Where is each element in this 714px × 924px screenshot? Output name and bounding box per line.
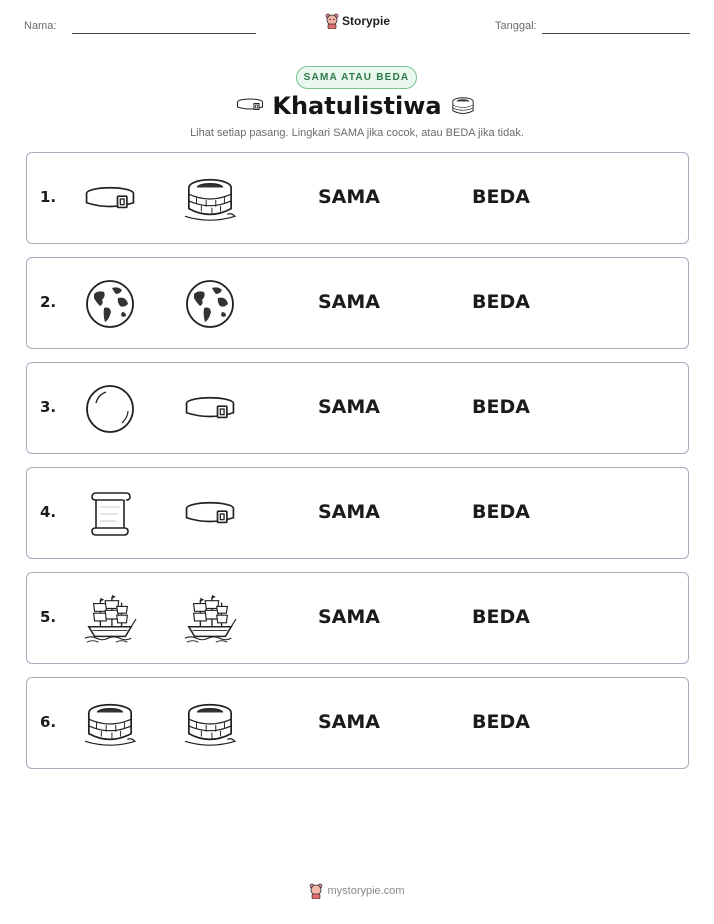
- globe-icon: [182, 278, 238, 330]
- question-row: [26, 572, 689, 664]
- belt-icon: [182, 383, 238, 435]
- date-field[interactable]: [542, 33, 690, 34]
- date-label: Tanggal:: [495, 20, 537, 32]
- well-icon: [182, 698, 238, 750]
- row-number: 5.: [40, 608, 57, 626]
- different-option[interactable]: BEDA: [472, 186, 530, 208]
- name-field[interactable]: [72, 33, 256, 34]
- well-icon: [82, 698, 138, 750]
- same-option[interactable]: SAMA: [318, 186, 381, 208]
- row-number: 6.: [40, 713, 57, 731]
- page-title: Khatulistiwa: [272, 92, 442, 120]
- row-number: 2.: [40, 293, 57, 311]
- activity-badge: SAMA ATAU BEDA: [296, 66, 417, 89]
- different-option[interactable]: BEDA: [472, 396, 530, 418]
- bear-icon: [325, 13, 339, 29]
- different-option[interactable]: BEDA: [472, 501, 530, 523]
- question-row: [26, 467, 689, 559]
- footer: [0, 883, 714, 899]
- ship-icon: [182, 593, 238, 645]
- different-option[interactable]: BEDA: [472, 711, 530, 733]
- different-option[interactable]: BEDA: [472, 291, 530, 313]
- same-option[interactable]: SAMA: [318, 606, 381, 628]
- well-icon: [182, 173, 238, 225]
- well-icon: [449, 95, 477, 119]
- instructions: Lihat setiap pasang. Lingkari SAMA jika cocok, atau BEDA jika tidak.: [190, 127, 524, 139]
- pearl-icon: [82, 383, 138, 435]
- same-option[interactable]: SAMA: [318, 711, 381, 733]
- name-label: Nama:: [24, 20, 57, 32]
- bear-icon: [309, 883, 323, 899]
- question-row: [26, 152, 689, 244]
- brand-name: Storypie: [342, 14, 391, 28]
- same-option[interactable]: SAMA: [318, 501, 381, 523]
- scroll-icon: [82, 488, 138, 540]
- footer-url[interactable]: mystorypie.com: [327, 885, 405, 897]
- ship-icon: [82, 593, 138, 645]
- same-option[interactable]: SAMA: [318, 291, 381, 313]
- globe-icon: [82, 278, 138, 330]
- brand-logo: [325, 13, 390, 29]
- row-number: 1.: [40, 188, 57, 206]
- belt-icon: [82, 173, 138, 225]
- belt-icon: [182, 488, 238, 540]
- question-row: [26, 257, 689, 349]
- question-row: [26, 362, 689, 454]
- row-number: 3.: [40, 398, 57, 416]
- same-option[interactable]: SAMA: [318, 396, 381, 418]
- question-row: [26, 677, 689, 769]
- row-number: 4.: [40, 503, 57, 521]
- different-option[interactable]: BEDA: [472, 606, 530, 628]
